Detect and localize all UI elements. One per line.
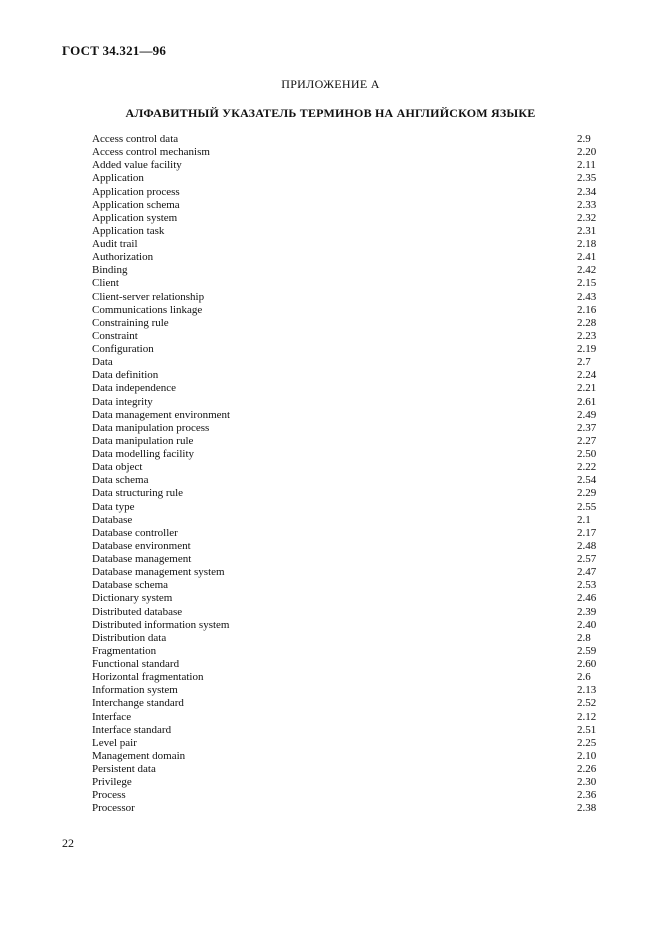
index-entry — [92, 697, 602, 710]
index-entry — [92, 409, 602, 422]
index-reference: 2.21 — [577, 382, 597, 395]
index-term: Database — [92, 513, 133, 526]
index-reference: 2.25 — [577, 736, 597, 749]
index-term: Distributed database — [92, 605, 183, 618]
index-reference: 2.52 — [577, 697, 597, 710]
index-term: Data modelling facility — [92, 448, 195, 460]
index-entry — [92, 396, 602, 409]
index-reference: 2.24 — [577, 369, 597, 382]
index-entry — [92, 592, 602, 605]
index-entry — [92, 579, 602, 592]
index-term: Audit trail — [92, 238, 138, 250]
index-entry — [92, 776, 602, 789]
index-reference: 2.30 — [577, 776, 597, 789]
index-reference: 2.26 — [577, 763, 597, 775]
index-entry — [92, 658, 602, 671]
index-term: Data independence — [92, 382, 176, 395]
index-reference: 2.23 — [577, 329, 597, 342]
index-entry — [92, 146, 602, 159]
index-reference: 2.11 — [577, 159, 596, 172]
index-entry — [92, 435, 602, 448]
index-entry — [92, 711, 602, 724]
index-reference: 2.60 — [577, 658, 597, 670]
index-entry — [92, 159, 602, 172]
index-entry — [92, 501, 602, 514]
index-entry — [92, 684, 602, 697]
index-entry — [92, 291, 602, 304]
index-term: Horizontal fragmentation — [92, 671, 204, 684]
index-term: Processor — [92, 802, 135, 815]
index-entry — [92, 251, 602, 264]
index-term: Application task — [92, 224, 165, 237]
index-entry — [92, 448, 602, 461]
index-entry — [92, 422, 602, 435]
index-entry — [92, 487, 602, 500]
index-term: Privilege — [92, 776, 132, 789]
index-term: Functional standard — [92, 658, 180, 670]
index-reference: 2.6 — [577, 671, 591, 684]
index-entry — [92, 382, 602, 395]
index-reference: 2.28 — [577, 316, 597, 329]
index-reference: 2.19 — [577, 343, 597, 355]
index-term: Application system — [92, 211, 178, 224]
index-term: Database schema — [92, 579, 169, 592]
index-term: Persistent data — [92, 763, 156, 775]
document-id: ГОСТ 34.321—96 — [62, 43, 167, 58]
index-entry — [92, 632, 602, 645]
index-term: Application process — [92, 185, 180, 198]
index-entry — [92, 304, 602, 317]
index-term: Application — [92, 172, 144, 185]
index-reference: 2.1 — [577, 513, 591, 526]
index-reference: 2.50 — [577, 448, 597, 460]
index-term: Constraint — [92, 329, 138, 342]
index-term: Client-server relationship — [92, 290, 205, 303]
index-reference: 2.40 — [577, 618, 597, 631]
index-reference: 2.13 — [577, 684, 597, 697]
index-term: Data object — [92, 461, 143, 474]
index-term: Data definition — [92, 369, 159, 382]
index-reference: 2.8 — [577, 631, 591, 644]
appendix-heading: ПРИЛОЖЕНИЕ А — [281, 77, 380, 91]
index-entry — [92, 225, 602, 238]
index-entry — [92, 277, 602, 290]
index-reference: 2.10 — [577, 749, 597, 762]
index-reference: 2.54 — [577, 474, 597, 487]
page-number: 22 — [62, 836, 74, 850]
index-reference: 2.48 — [577, 539, 597, 552]
index-reference: 2.59 — [577, 644, 597, 657]
index-entry — [92, 750, 602, 763]
index-reference: 2.12 — [577, 710, 597, 723]
index-reference: 2.35 — [577, 172, 597, 185]
index-reference: 2.37 — [577, 421, 597, 434]
index-entry — [92, 671, 602, 684]
index-term: Interface standard — [92, 723, 172, 736]
index-term: Level pair — [92, 736, 137, 749]
index-term: Dictionary system — [92, 592, 173, 605]
index-term: Distribution data — [92, 631, 167, 644]
index-entry — [92, 264, 602, 277]
index-term: Access control data — [92, 133, 179, 145]
index-term: Constraining rule — [92, 316, 169, 329]
index-term: Data integrity — [92, 395, 153, 408]
index-entry — [92, 330, 602, 343]
index-term: Information system — [92, 684, 178, 697]
index-term: Interchange standard — [92, 697, 184, 710]
index-reference: 2.43 — [577, 290, 597, 303]
index-term: Authorization — [92, 251, 154, 264]
index-entry — [92, 606, 602, 619]
index-term: Configuration — [92, 343, 154, 355]
index-reference: 2.55 — [577, 500, 597, 513]
index-reference: 2.46 — [577, 592, 597, 605]
index-reference: 2.7 — [577, 356, 591, 369]
index-term: Data type — [92, 500, 135, 513]
index-term: Data management environment — [92, 408, 231, 421]
index-entry — [92, 566, 602, 579]
page-title: АЛФАВИТНЫЙ УКАЗАТЕЛЬ ТЕРМИНОВ НА АНГЛИЙСКОМ ЯЗЫКЕ — [125, 106, 536, 120]
index-term: Communications linkage — [92, 303, 203, 316]
index-reference: 2.31 — [577, 224, 597, 237]
index-entry — [92, 369, 602, 382]
index-term: Binding — [92, 264, 128, 277]
index-reference: 2.32 — [577, 211, 597, 224]
index-reference: 2.61 — [577, 395, 597, 408]
index-term: Database controller — [92, 526, 178, 539]
index-entry — [92, 343, 602, 356]
index-reference: 2.53 — [577, 579, 597, 592]
index-term: Data — [92, 356, 113, 369]
index-term: Client — [92, 277, 119, 290]
index-entry — [92, 172, 602, 185]
index-reference: 2.27 — [577, 434, 597, 447]
index-entry — [92, 763, 602, 776]
index-term: Database management system — [92, 566, 225, 579]
index-entry — [92, 238, 602, 251]
index-entry — [92, 474, 602, 487]
index-entry — [92, 527, 602, 540]
index-reference: 2.36 — [577, 789, 597, 802]
index-entry — [92, 212, 602, 225]
index-term: Data structuring rule — [92, 487, 184, 500]
index-reference: 2.42 — [577, 264, 597, 277]
index-entry — [92, 133, 602, 146]
index-reference: 2.39 — [577, 605, 597, 618]
index-entry — [92, 802, 602, 815]
index-entry — [92, 553, 602, 566]
index-entry — [92, 619, 602, 632]
index-term: Application schema — [92, 198, 180, 211]
index-term: Database environment — [92, 539, 191, 552]
index-reference: 2.57 — [577, 553, 597, 565]
index-entry — [92, 199, 602, 212]
index-term: Process — [92, 789, 126, 802]
index-term: Fragmentation — [92, 644, 157, 657]
index-reference: 2.51 — [577, 723, 597, 736]
index-entry — [92, 789, 602, 802]
index-reference: 2.34 — [577, 185, 597, 198]
index-term: Added value facility — [92, 159, 182, 172]
index-reference: 2.20 — [577, 146, 597, 159]
index-entry — [92, 540, 602, 553]
index-reference: 2.16 — [577, 303, 597, 316]
index-reference: 2.49 — [577, 408, 597, 421]
index-term: Distributed information system — [92, 618, 230, 631]
index-entry — [92, 317, 602, 330]
index-entry — [92, 356, 602, 369]
index-term: Data manipulation rule — [92, 434, 194, 447]
index-entry — [92, 724, 602, 737]
index-entry — [92, 514, 602, 527]
index-entry — [92, 461, 602, 474]
index-reference: 2.17 — [577, 526, 597, 539]
index-reference: 2.47 — [577, 566, 597, 579]
index-entry — [92, 737, 602, 750]
index-reference: 2.29 — [577, 487, 597, 500]
index-reference: 2.18 — [577, 238, 597, 250]
index-reference: 2.38 — [577, 802, 597, 815]
index-reference: 2.33 — [577, 198, 597, 211]
index-term: Access control mechanism — [92, 146, 210, 159]
index-reference: 2.15 — [577, 277, 597, 290]
term-index-list — [92, 133, 602, 816]
index-reference: 2.41 — [577, 251, 597, 264]
index-entry — [92, 186, 602, 199]
index-term: Data schema — [92, 474, 149, 487]
index-reference: 2.22 — [577, 461, 597, 474]
index-term: Database management — [92, 553, 192, 565]
index-entry — [92, 645, 602, 658]
index-reference: 2.9 — [577, 133, 591, 145]
index-term: Data manipulation process — [92, 421, 210, 434]
index-term: Management domain — [92, 749, 186, 762]
index-term: Interface — [92, 710, 132, 723]
